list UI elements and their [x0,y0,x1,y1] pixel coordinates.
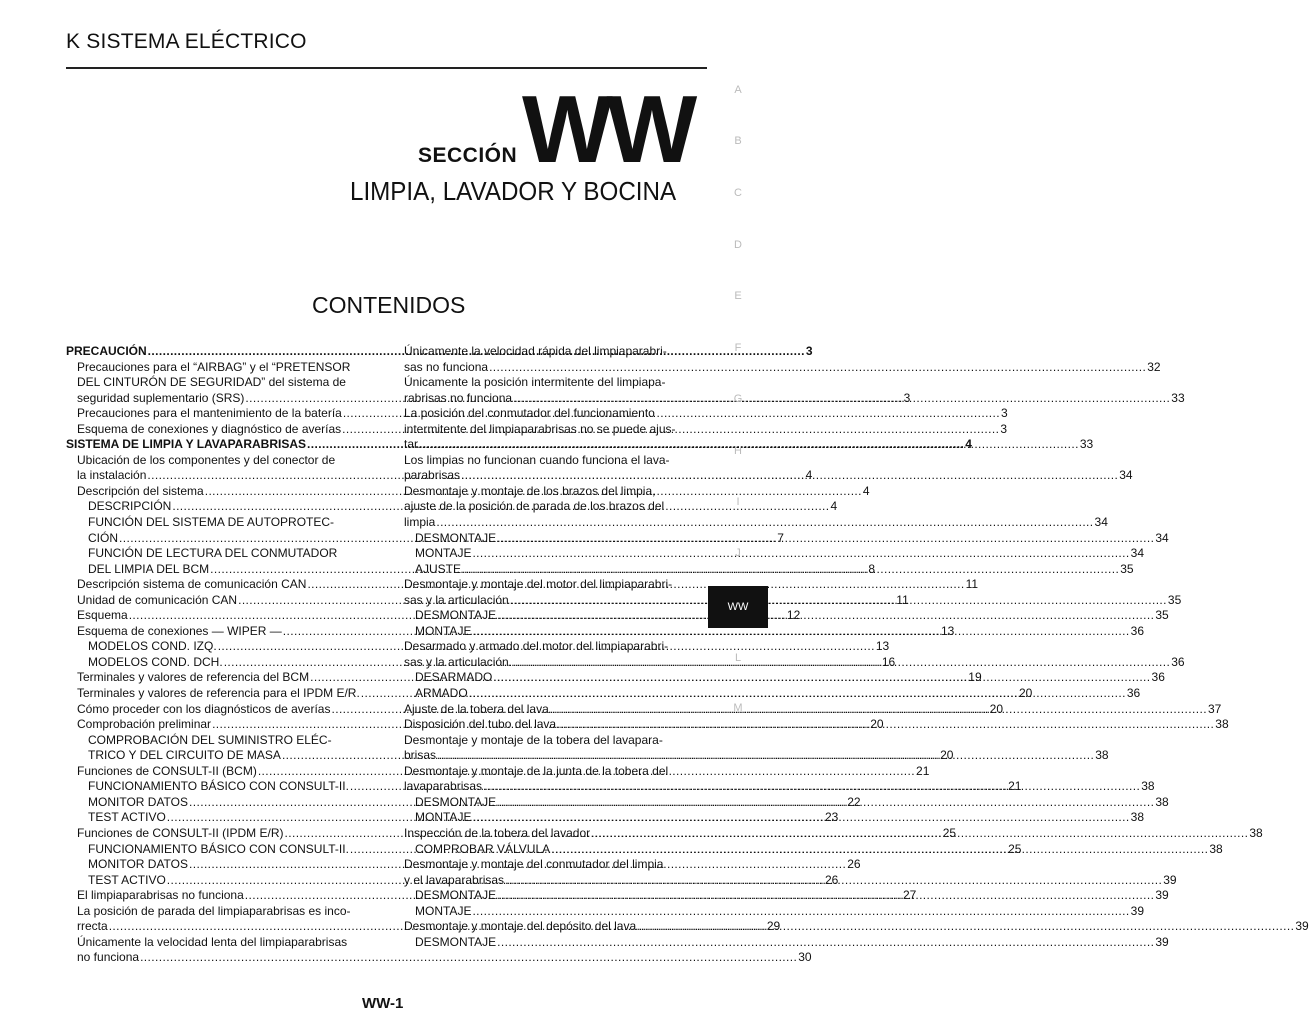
toc-leader-dots [497,608,1154,624]
toc-entry-page: 30 [798,950,812,965]
toc-entry-text: DESMONTAJE [415,794,497,809]
section-tab[interactable]: J [735,547,741,559]
toc-entry-text: Esquema [77,608,128,623]
toc-entry-page: 20 [870,717,884,732]
toc-entry-text: COMPROBAR VÁLVULA [415,841,551,856]
toc-leader-dots [497,795,1154,811]
section-tab[interactable]: C [734,187,742,199]
toc-entry-page: 8 [868,561,876,576]
section-name: LIMPIA, LAVADOR Y BOCINA [350,176,677,206]
toc-entry-text: Desmontaje y montaje de la junta de la tobera del [404,763,669,778]
toc-entry-page: 3 [1001,406,1008,421]
toc-entry-text: Desmontaje y montaje del motor del limpiaparabri- [404,577,673,592]
toc-entry-text: FUNCIONAMIENTO BÁSICO CON CONSULT-II. [88,841,349,856]
toc-entry-text: MONITOR DATOS [88,857,189,872]
toc-leader-dots [472,810,1129,826]
toc-leader-dots [472,904,1129,920]
toc-leader-dots [510,593,1167,609]
toc-entry[interactable] [66,904,373,920]
section-tab[interactable]: H [734,445,742,457]
toc-entry-text: DESMONTAJE [415,608,497,623]
toc-entry-text: limpia [404,515,436,530]
toc-entry-page: 38 [1095,748,1109,763]
toc-entry[interactable] [404,764,701,780]
toc-entry-text: Precauciones para el “AIRBAG” y el “PRETENSOR [77,359,351,374]
toc-entry-page: 34 [1130,546,1144,561]
toc-entry-text: CIÓN [88,530,118,545]
toc-entry-text: SISTEMA DE LIMPIA Y LAVAPARABRISAS [66,437,307,452]
toc-entry-text: ARMADO [415,686,468,701]
toc-entry-page: 36 [1126,686,1141,701]
toc-entry-page: 38 [1209,841,1223,856]
toc-entry-text: DESARMADO [415,670,493,685]
section-tab[interactable]: E [734,290,742,302]
toc-entry-text: la instalación [77,468,147,483]
toc-entry[interactable] [404,484,701,500]
toc-entry-text: DEL LIMPIA DEL BCM [88,561,210,576]
toc-entry-page: 39 [1155,934,1169,949]
toc-entry-text: Cómo proceder con los diagnósticos de averías [77,701,331,716]
header-title: K SISTEMA ELÉCTRICO [66,30,307,53]
toc-entry-page: 38 [1215,717,1229,732]
section-tab[interactable]: D [734,239,742,251]
toc-entry-text: DESMONTAJE [415,934,497,949]
toc-entry-page: 39 [1163,872,1177,887]
toc-entry-text: Esquema de conexiones — WIPER — [77,623,282,638]
toc-entry-page: 38 [1155,794,1169,809]
toc-entry-text: Únicamente la velocidad rápida del limpiaparabri- [404,344,667,358]
toc-entry-text: Inspección de la tobera del lavador [404,825,591,840]
toc-entry[interactable] [404,733,701,749]
toc-entry[interactable] [404,468,1133,484]
toc-leader-dots [140,950,797,966]
section-tab-active[interactable]: WW [708,586,768,628]
toc-entry-text: Únicamente la velocidad lenta del limpiaparabrisas [77,934,348,949]
toc-entry-text: Descripción sistema de comunicación CAN [77,577,307,592]
toc-entry-text: DESMONTAJE [415,530,497,545]
toc-entry-text: Los limpias no funcionan cuando funciona el lava- [404,452,670,467]
toc-entry-page: 4 [965,437,972,452]
toc-entry[interactable] [404,390,1185,407]
toc-entry[interactable] [404,453,701,469]
section-tab[interactable]: L [734,652,742,664]
toc-entry-page: 34 [1094,515,1108,530]
toc-entry-text: Desarmado y armado del motor del limpiaparabri- [404,639,669,654]
toc-entry-text: intermitente del limpiaparabrisas no se puede ajus- [404,421,676,436]
toc-entry-page: 19 [968,670,982,685]
toc-entry-text: Terminales y valores de referencia del BCM [77,670,310,685]
toc-entry-text: TEST ACTIVO [88,872,166,887]
toc-entry-page: 36 [1130,623,1144,638]
toc-leader-dots [461,468,1118,484]
section-tab[interactable]: M [733,702,743,714]
toc-entry-page: 3 [1000,421,1008,436]
section-tab[interactable]: F [734,342,742,354]
toc-entry[interactable] [404,344,701,360]
toc-leader-dots [557,717,1214,733]
toc-entry-page: 34 [1119,468,1133,483]
toc-entry-page: 34 [1155,530,1169,545]
toc-entry-page: 35 [1167,592,1182,607]
toc-entry-text: TRICO Y DEL CIRCUITO DE MASA [88,748,281,763]
toc-entry-text: FUNCIÓN DEL SISTEMA DE AUTOPROTEC- [88,515,335,530]
toc-leader-dots [483,779,1140,795]
toc-entry-text: y el lavaparabrisas [404,872,505,887]
toc-entry-page: 33 [1079,437,1094,452]
toc-entry-text: Unidad de comunicación CAN [77,592,238,607]
toc-entry-text: MODELOS COND. IZQ. [88,639,217,654]
toc-leader-dots [489,360,1146,376]
toc-entry-text: brisas [404,748,437,763]
section-label: SECCIÓN [418,144,518,167]
toc-entry-page: 13 [940,623,955,638]
toc-entry-text: lavaparabrisas [404,779,483,794]
toc-entry-page: 29 [766,919,781,934]
toc-entry-page: 38 [1130,810,1144,825]
toc-entry-text: MODELOS COND. DCH. [88,654,223,669]
toc-entry-text: Desmontaje y montaje de los brazos del limpia, [404,483,656,498]
toc-entry[interactable] [404,903,1144,920]
toc-entry-text: parabrisas [404,468,461,483]
toc-entry-text: AJUSTE [415,561,462,576]
toc-leader-dots [469,686,1126,702]
toc-entry[interactable] [66,935,373,951]
toc-entry-text: tar. [404,437,421,452]
toc-entry-page: 4 [830,499,838,514]
toc-entry-text: MONTAJE [415,546,472,561]
toc-entry-text: rabrisas no funciona [404,390,513,405]
toc-entry-text: rrecta [77,919,108,934]
toc-entry[interactable] [66,515,373,531]
toc-leader-dots [591,826,1248,842]
toc-leader-dots [437,748,1094,764]
toc-entry-text: Descripción del sistema [77,483,204,498]
toc-leader-dots [436,515,1093,531]
toc-entry[interactable] [404,857,701,873]
toc-entry-text: PRECAUCIÓN [66,344,147,358]
toc-entry-page: 23 [824,810,839,825]
toc-entry-text: FUNCIÓN DE LECTURA DEL CONMUTADOR [88,546,338,561]
toc-entry-page: 39 [1130,903,1144,918]
toc-entry[interactable] [66,360,373,376]
toc-entry-text: MONTAJE [415,623,472,638]
toc-entry[interactable] [404,422,701,438]
toc-entry-page: 37 [1207,701,1222,716]
toc-entry-text: Únicamente la posición intermitente del limpiapa- [404,375,666,390]
toc-entry-text: sas y la articulación [404,592,509,607]
toc-entry-text: Precauciones para el mantenimiento de la batería [77,406,342,421]
toc-leader-dots [513,655,1170,671]
toc-entry-page: 35 [1120,561,1134,576]
toc-entry-text: DESCRIPCIÓN [88,499,172,514]
toc-entry-page: 26 [824,872,839,887]
toc-entry-page: 27 [902,888,917,903]
toc-leader-dots [550,702,1207,718]
toc-entry[interactable] [66,546,373,562]
toc-entry-text: FUNCIONAMIENTO BÁSICO CON CONSULT-II. [88,779,349,794]
toc-entry-text: sas y la articulación. [404,654,513,669]
section-tab[interactable]: A [734,84,742,96]
toc-entry-page: 39 [1295,919,1309,934]
toc-entry-page: 11 [896,592,909,607]
toc-entry-text: no funciona [77,950,140,965]
toc-entry[interactable] [404,577,701,593]
toc-entry-page: 26 [847,857,861,872]
toc-entry-text: MONITOR DATOS [88,794,189,809]
toc-entry-page: 21 [916,763,930,778]
toc-entry[interactable] [404,437,1094,453]
toc-entry[interactable] [404,515,1108,531]
section-tab[interactable]: B [734,135,742,147]
toc-entry-page: 22 [847,794,861,809]
toc-entry[interactable] [404,934,1169,951]
toc-leader-dots [462,562,1119,578]
toc-entry-text: Funciones de CONSULT-II (IPDM E/R) [77,825,284,840]
toc-entry-text: Terminales y valores de referencia para el IPDM E/R. [77,686,360,701]
toc-leader-dots [551,842,1208,858]
toc-entry-page: 20 [989,701,1004,716]
toc-leader-dots [493,670,1150,686]
toc-entry-page: 38 [1249,825,1263,840]
header-rule [66,67,707,69]
toc-entry-page: 20 [940,748,954,763]
toc-entry[interactable] [404,375,701,391]
toc-leader-dots [472,624,1129,640]
toc-entry[interactable] [404,639,701,655]
toc-entry-page: 20 [1018,686,1033,701]
toc-entry-text: MONTAJE [415,903,472,918]
toc-entry[interactable] [404,406,701,422]
toc-entry[interactable] [404,546,1144,562]
toc-entry-page: 3 [903,390,911,405]
toc-entry[interactable] [404,530,1169,547]
toc-entry-page: 16 [881,654,896,669]
toc-entry-page: 7 [777,530,784,545]
toc-entry-page: 25 [942,825,957,840]
contents-title: CONTENIDOS [312,292,466,318]
toc-entry-text: Desmontaje y montaje del depósito del lava [404,919,637,934]
toc-entry[interactable] [404,499,701,515]
toc-entry-text: seguridad suplementario (SRS) [77,390,245,405]
toc-entry-page: 36 [1151,670,1165,685]
toc-entry-text: Desmontaje y montaje del conmutador del limpia [404,857,664,872]
toc-leader-dots [497,531,1154,547]
toc-entry-text: MONTAJE [415,810,472,825]
toc-entry-page: 35 [1155,608,1169,623]
toc-entry-text: TEST ACTIVO [88,810,166,825]
toc-leader-dots [472,546,1129,562]
toc-entry-text: sas no funciona [404,359,489,374]
toc-entry[interactable] [66,950,812,966]
toc-entry-text: COMPROBACIÓN DEL SUMINISTRO ELÉC- [88,732,332,747]
toc-entry-page: 38 [1141,779,1155,794]
toc-entry-text: Esquema de conexiones y diagnóstico de averías [77,421,342,436]
toc-entry-page: 36 [1171,654,1185,669]
toc-entry-text: La posición de parada del limpiaparabrisas es inco- [77,903,351,918]
toc-entry[interactable] [404,359,1161,376]
toc-entry-page: 11 [965,577,979,592]
toc-leader-dots [497,935,1154,951]
toc-entry-text: DEL CINTURÓN DE SEGURIDAD” del sistema de [77,375,346,390]
toc-entry-page: 3 [805,344,813,358]
section-code: WW [522,76,692,183]
toc-entry-text: La posición del conmutador del funcionamiento [404,406,655,421]
toc-entry-text: Ajuste de la tobera del lava [404,701,549,716]
toc-entry-text: DESMONTAJE [415,888,497,903]
toc-entry[interactable] [66,375,373,391]
toc-leader-dots [497,888,1154,904]
section-tab[interactable]: G [733,393,743,405]
toc-entry-page: 12 [786,608,801,623]
toc-entry-page: 21 [1008,779,1022,794]
toc-entry-page: 4 [805,468,813,483]
toc-entry-text: Ubicación de los componentes y del conector de [77,452,336,467]
toc-entry[interactable] [66,733,373,749]
toc-entry-page: 4 [862,483,870,498]
toc-entry[interactable] [404,561,1134,578]
toc-entry-text: Comprobación preliminar [77,717,212,732]
toc-leader-dots [637,919,1294,935]
page-number: WW-1 [362,995,404,1012]
toc-entry-text: ajuste de la posición de parada de los brazos del [404,499,665,514]
toc-entry-page: 33 [1171,390,1185,405]
toc-entry-text: Funciones de CONSULT-II (BCM) [77,763,257,778]
toc-leader-dots [513,391,1170,407]
toc-entry-page: 13 [875,639,890,654]
toc-entry-text: El limpiaparabrisas no funciona [77,888,244,903]
toc-entry-page: 39 [1155,888,1169,903]
toc-leader-dots [505,873,1162,889]
toc-entry-text: Desmontaje y montaje de la tobera del lavapara- [404,732,663,747]
section-tab[interactable]: I [736,496,740,508]
toc-entry-page: 25 [1008,841,1022,856]
toc-entry-text: Disposición del tubo del lava [404,717,557,732]
toc-entry[interactable] [66,453,373,469]
toc-entry-page: 32 [1147,359,1161,374]
